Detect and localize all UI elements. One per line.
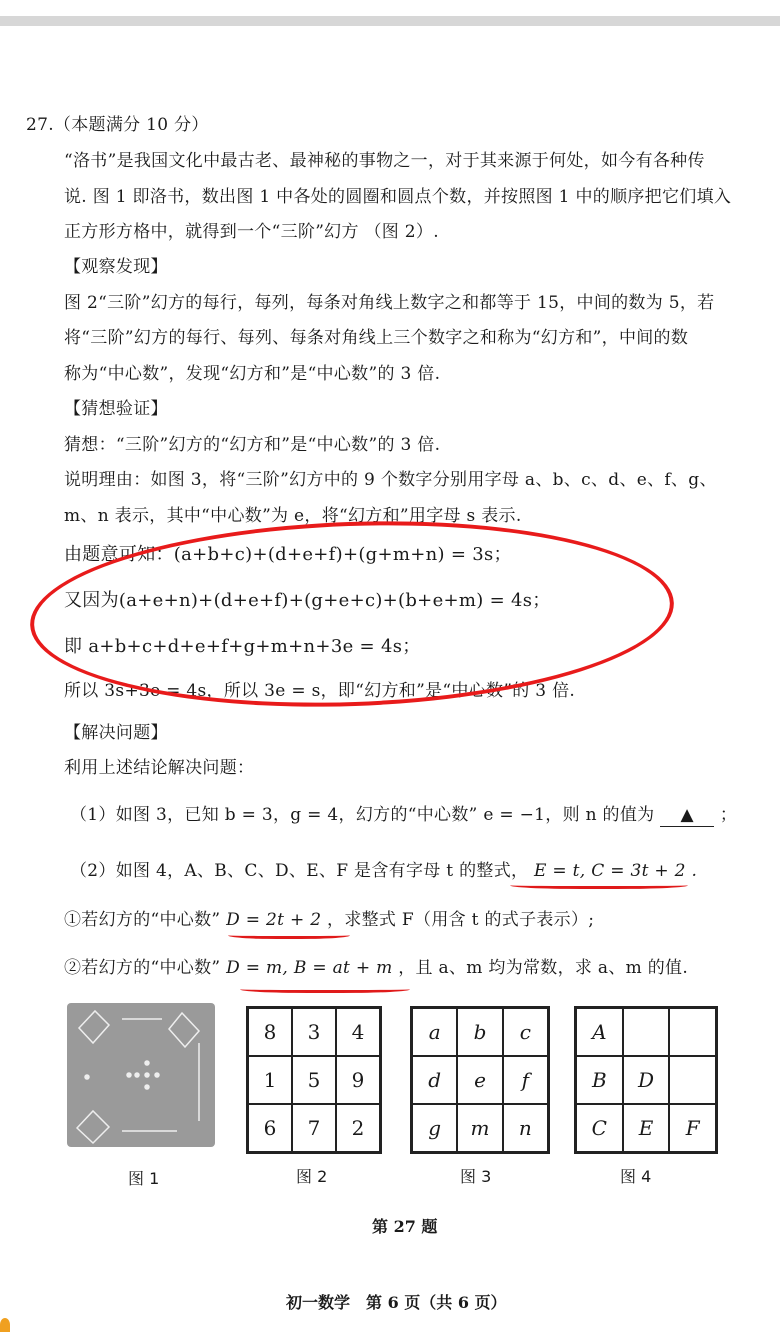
caption-figure-4: 图 4 [620,1167,652,1186]
fig2-cell-8: 2 [336,1104,380,1152]
question-2-text: （2）如图 4，A、B、C、D、E、F 是含有字母 t 的整式， [70,861,529,881]
solve-intro: 利用上述结论解决问题： [64,758,255,778]
fig3-cell-0: a [412,1008,457,1056]
derive-line-1: 由题意可知：(a+b+c)+(d+e+f)+(g+m+n) = 3s； [64,544,512,565]
question-2b-given: D = m, B = at + m [226,958,393,978]
guess-line: 猜想：“三阶”幻方的“幻方和”是“中心数”的 3 倍. [64,435,441,455]
intro-line-2: 说. 图 1 即洛书，数出图 1 中各处的圆圈和圆点个数，并按照图 1 中的顺序把它们填入 [64,187,732,207]
observe-line-2: 将“三阶”幻方的每行、每列、每条对角线上三个数字之和称为“幻方和”，中间的数 [64,328,689,348]
fig4-cell-2 [669,1008,716,1056]
guess-heading: 【猜想验证】 [64,399,168,419]
fig2-cell-6: 6 [248,1104,292,1152]
question-2b-post: ，且 a、m 均为常数，求 a、m 的值. [398,958,689,978]
observe-line-3: 称为“中心数”，发现“幻方和”是“中心数”的 3 倍. [64,364,441,384]
fig3-cell-4: e [457,1056,502,1104]
red-underline-1 [510,880,688,889]
observe-heading: 【观察发现】 [64,257,168,277]
fig3-cell-8: n [503,1104,548,1152]
page-footer: 初一数学 第 6 页（共 6 页） [286,1293,507,1312]
fig3-cell-7: m [457,1104,502,1152]
fig3-cell-6: g [412,1104,457,1152]
fig2-cell-1: 3 [292,1008,336,1056]
problem-label: 第 27 题 [372,1217,438,1236]
fig4-cell-4: D [623,1056,670,1104]
question-2a [64,909,594,931]
magic-square-figure-2 [246,1006,382,1154]
fig2-cell-0: 8 [248,1008,292,1056]
fig2-cell-2: 4 [336,1008,380,1056]
corner-mark [0,1318,10,1332]
derive-line-2: 又因为(a+e+n)+(d+e+f)+(g+e+c)+(b+e+m) = 4s； [64,590,551,611]
reason-line-1: 说明理由：如图 3，将“三阶”幻方中的 9 个数字分别用字母 a、b、c、d、e、f、g、 [64,470,717,490]
question-2a-given: D = 2t + 2 [226,910,322,930]
fig2-cell-7: 7 [292,1104,336,1152]
question-2a-post: ，求整式 F（用含 t 的式子表示）; [327,910,595,930]
fig4-cell-5 [669,1056,716,1104]
question-2 [70,860,697,882]
question-2-given: E = t, C = 3t + 2 . [534,861,698,881]
question-1-text: （1）如图 3，已知 b = 3，g = 4，幻方的“中心数” e = −1，则 n 的值为 [70,805,655,825]
caption-figure-3: 图 3 [460,1167,492,1186]
intro-line-1: “洛书”是我国文化中最古老、最神秘的事物之一，对于其来源于何处，如今有各种传 [64,151,705,171]
caption-figure-1: 图 1 [128,1169,160,1188]
red-underline-3 [240,984,410,993]
answer-blank: ▲ [660,804,714,827]
fig2-cell-3: 1 [248,1056,292,1104]
magic-square-figure-4 [574,1006,718,1154]
question-2b [64,957,688,979]
solve-heading: 【解决问题】 [64,723,168,743]
fig4-cell-1 [623,1008,670,1056]
red-underline-2 [228,930,350,939]
derive-line-4: 所以 3s+3e = 4s，所以 3e = s，即“幻方和”是“中心数”的 3 倍. [64,681,576,701]
fig3-cell-3: d [412,1056,457,1104]
luoshu-image [67,1003,215,1147]
fig2-cell-4: 5 [292,1056,336,1104]
fig4-cell-8: F [669,1104,716,1152]
question-1 [70,804,737,827]
magic-square-figure-3 [410,1006,550,1154]
problem-heading: 27.（本题满分 10 分） [26,115,209,135]
question-2b-pre: ②若幻方的“中心数” [64,958,221,978]
fig4-cell-7: E [623,1104,670,1152]
fig4-cell-6: C [576,1104,623,1152]
derive-line-3: 即 a+b+c+d+e+f+g+m+n+3e = 4s； [64,636,421,657]
question-1-end: ； [719,805,738,825]
fig4-cell-3: B [576,1056,623,1104]
observe-line-1: 图 2“三阶”幻方的每行，每列，每条对角线上数字之和都等于 15，中间的数为 5，若 [64,293,715,313]
reason-line-2: m、n 表示，其中“中心数”为 e，将“幻方和”用字母 s 表示. [64,506,522,526]
question-2a-pre: ①若幻方的“中心数” [64,910,221,930]
intro-line-3: 正方形方格中，就得到一个“三阶”幻方 （图 2）. [64,222,439,242]
fig3-cell-5: f [503,1056,548,1104]
fig3-cell-2: c [503,1008,548,1056]
caption-figure-2: 图 2 [296,1167,328,1186]
fig4-cell-0: A [576,1008,623,1056]
fig2-cell-5: 9 [336,1056,380,1104]
top-scroll-bar [0,16,780,26]
fig3-cell-1: b [457,1008,502,1056]
